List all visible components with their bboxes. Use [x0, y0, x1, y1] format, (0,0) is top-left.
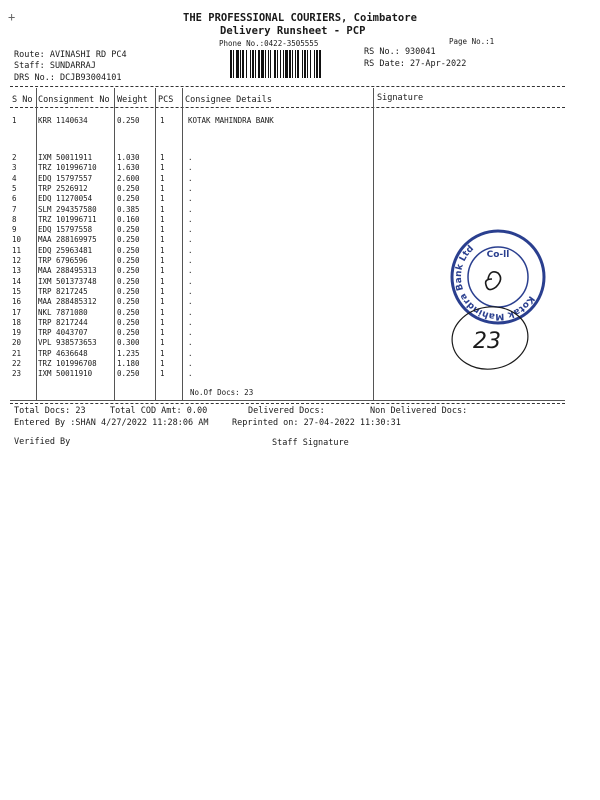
row-sno: 12	[12, 256, 22, 265]
row-pcs: 1	[160, 214, 165, 224]
row-sno: 22	[12, 359, 22, 368]
row-consignee-details: .	[188, 286, 193, 296]
row-weight: 0.250	[117, 369, 140, 379]
col-header-pcs: PCS	[158, 95, 174, 105]
table-row	[0, 194, 600, 204]
row-consignee-details: .	[188, 256, 193, 265]
row-sno: 21	[12, 348, 22, 358]
row-pcs: 1	[160, 266, 165, 276]
row-consignment-no: TRP 2526912	[38, 183, 88, 193]
row-sno: 7	[12, 204, 17, 214]
row-weight: 0.250	[117, 194, 140, 204]
row-consignee-details: .	[188, 153, 193, 162]
row-weight: 0.250	[117, 235, 140, 245]
svg-text:23: 23	[473, 329, 501, 354]
row-consignment-no: IXM 50011911	[38, 153, 93, 162]
company-name: THE PROFESSIONAL COURIERS, Coimbatore	[183, 12, 417, 24]
row-sno: 8	[12, 214, 17, 224]
row-consignment-no: EDQ 15797557	[38, 173, 93, 183]
row-sno: 9	[12, 225, 17, 235]
row-consignee-details: .	[188, 225, 193, 235]
row-consignment-no: TRP 8217244	[38, 317, 88, 327]
row-sno: 15	[12, 286, 22, 296]
table-row	[0, 184, 600, 194]
row-pcs: 1	[160, 359, 165, 368]
row-consignment-no: TRP 8217245	[38, 286, 88, 296]
row-consignment-no: MAA 288169975	[38, 235, 97, 245]
row-weight: 0.250	[117, 317, 140, 327]
non-delivered-docs: Non Delivered Docs:	[370, 406, 468, 416]
row-pcs: 1	[160, 204, 165, 214]
row-weight: 0.160	[117, 214, 140, 224]
table-row	[0, 215, 600, 225]
row-consignment-no: IXM 50011910	[38, 369, 93, 379]
row-sno: 20	[12, 338, 22, 348]
row-sno: 6	[12, 194, 17, 204]
row-consignee-details: .	[188, 348, 193, 358]
row-sno: 23	[12, 369, 22, 379]
delivered-docs: Delivered Docs:	[248, 406, 325, 416]
row-sno: 2	[12, 153, 17, 162]
row-consignment-no: TRP 6796596	[38, 256, 88, 265]
row-sno: 11	[12, 245, 22, 255]
row-consignee-details: .	[188, 204, 193, 214]
rs-date: RS Date: 27-Apr-2022	[364, 59, 467, 69]
row-pcs: 1	[160, 328, 165, 338]
row-consignment-no: EDQ 11270054	[38, 194, 93, 204]
row-consignment-no: TRP 4636648	[38, 348, 88, 358]
row-sno: 5	[12, 183, 17, 193]
row-weight: 0.250	[117, 245, 140, 255]
row-pcs: 1	[160, 297, 165, 307]
row-pcs: 1	[160, 235, 165, 245]
row-weight: 1.235	[117, 348, 140, 358]
row-consignment-no: EDQ 25963481	[38, 245, 93, 255]
row-consignment-no: MAA 288485312	[38, 297, 97, 307]
total-cod-amount: Total COD Amt: 0.00	[110, 406, 208, 416]
row-pcs: 1	[160, 338, 165, 348]
staff: Staff: SUNDARRAJ	[14, 61, 96, 71]
col-header-weight: Weight	[117, 95, 148, 105]
row-sno: 1	[12, 116, 17, 125]
row-pcs: 1	[160, 276, 165, 286]
row-sno: 13	[12, 266, 22, 276]
row-consignment-no: EDQ 15797558	[38, 225, 93, 235]
row-consignment-no: TRZ 101996708	[38, 359, 97, 368]
row-consignment-no: VPL 938573653	[38, 338, 97, 348]
row-weight: 1.180	[117, 359, 140, 368]
row-pcs: 1	[160, 153, 165, 162]
row-pcs: 1	[160, 116, 165, 125]
row-consignment-no: MAA 288495313	[38, 266, 97, 276]
table-row	[0, 174, 600, 184]
row-pcs: 1	[160, 348, 165, 358]
row-pcs: 1	[160, 317, 165, 327]
row-consignment-no: IXM 501373748	[38, 276, 97, 286]
drs-number: DRS No.: DCJB93004101	[14, 73, 122, 83]
row-consignee-details: .	[188, 317, 193, 327]
staff-signature: Staff Signature	[272, 438, 349, 448]
row-sno: 4	[12, 173, 17, 183]
row-weight: 0.250	[117, 328, 140, 338]
row-pcs: 1	[160, 256, 165, 265]
row-weight: 0.250	[117, 183, 140, 193]
col-header-sno: S No	[12, 95, 33, 105]
reprinted-on: Reprinted on: 27-04-2022 11:30:31	[232, 418, 401, 428]
row-pcs: 1	[160, 183, 165, 193]
col-header-consignment: Consignment No	[38, 95, 110, 105]
row-sno: 19	[12, 328, 22, 338]
row-pcs: 1	[160, 163, 165, 173]
row-weight: 1.630	[117, 163, 140, 173]
svg-text:Kotak Mahindra Bank Ltd: Kotak Mahindra Bank Ltd	[453, 243, 536, 322]
row-consignee-details: .	[188, 369, 193, 379]
table-row	[0, 116, 600, 126]
route: Route: AVINASHI RD PC4	[14, 50, 127, 60]
row-pcs: 1	[160, 194, 165, 204]
table-row	[0, 205, 600, 215]
row-consignment-no: TRZ 101996711	[38, 214, 97, 224]
total-docs: Total Docs: 23	[14, 406, 86, 416]
verified-by: Verified By	[14, 437, 71, 447]
entered-by: Entered By :SHAN 4/27/2022 11:28:06 AM	[14, 418, 209, 428]
row-weight: 0.300	[117, 338, 140, 348]
row-pcs: 1	[160, 225, 165, 235]
row-weight: 0.250	[117, 116, 140, 125]
row-pcs: 1	[160, 286, 165, 296]
row-consignment-no: NKL 7871080	[38, 307, 88, 317]
row-pcs: 1	[160, 173, 165, 183]
row-consignment-no: KRR 1140634	[38, 116, 88, 125]
row-consignee-details: .	[188, 235, 193, 245]
handwritten-circle-23	[445, 300, 535, 380]
row-weight: 0.250	[117, 286, 140, 296]
col-header-signature: Signature	[377, 93, 424, 103]
row-sno: 18	[12, 317, 22, 327]
page-number: Page No.:1	[449, 37, 495, 46]
row-consignee-details: .	[188, 183, 193, 193]
row-consignment-no: TRP 4043707	[38, 328, 88, 338]
row-consignee-details: .	[188, 276, 193, 286]
svg-text:Co-ll: Co-ll	[486, 250, 510, 260]
row-weight: 0.385	[117, 204, 140, 214]
row-weight: 0.250	[117, 256, 140, 265]
row-weight: 0.250	[117, 307, 140, 317]
table-row	[0, 163, 600, 173]
rs-number: RS No.: 930041	[364, 47, 436, 57]
table-row	[0, 153, 600, 163]
row-sno: 10	[12, 235, 22, 245]
row-weight: 2.600	[117, 173, 140, 183]
row-weight: 0.250	[117, 276, 140, 286]
row-pcs: 1	[160, 369, 165, 379]
row-weight: 0.250	[117, 225, 140, 235]
row-sno: 16	[12, 297, 22, 307]
row-consignment-no: TRZ 101996710	[38, 163, 97, 173]
row-weight: 1.030	[117, 153, 140, 162]
row-weight: 0.250	[117, 266, 140, 276]
row-sno: 14	[12, 276, 22, 286]
row-consignee-details: .	[188, 307, 193, 317]
row-consignee-details: .	[188, 194, 193, 204]
sheet-title: Delivery Runsheet - PCP	[220, 25, 366, 37]
row-sno: 17	[12, 307, 22, 317]
row-consignee-details: .	[188, 163, 193, 173]
row-weight: 0.250	[117, 297, 140, 307]
row-consignee-details: .	[188, 359, 193, 368]
row-consignee-details: .	[188, 297, 193, 307]
row-sno: 3	[12, 163, 17, 173]
phone-number: Phone No.:0422-3505555	[219, 39, 319, 48]
row-consignee-details: .	[188, 338, 193, 348]
row-pcs: 1	[160, 307, 165, 317]
no-of-docs: No.Of Docs: 23	[190, 388, 254, 397]
row-consignee-details: .	[188, 266, 193, 276]
table-bottom-rule	[10, 400, 565, 401]
footer-rule	[10, 403, 565, 404]
row-consignment-no: SLM 294357580	[38, 204, 97, 214]
col-header-consignee: Consignee Details	[185, 95, 272, 105]
row-consignee-details: .	[188, 328, 193, 338]
plus-mark: +	[8, 10, 16, 24]
row-consignee-details: .	[188, 245, 193, 255]
row-consignee-details: .	[188, 173, 193, 183]
row-consignee-details: .	[188, 214, 193, 224]
row-pcs: 1	[160, 245, 165, 255]
row-consignee-details: KOTAK MAHINDRA BANK	[188, 116, 274, 125]
